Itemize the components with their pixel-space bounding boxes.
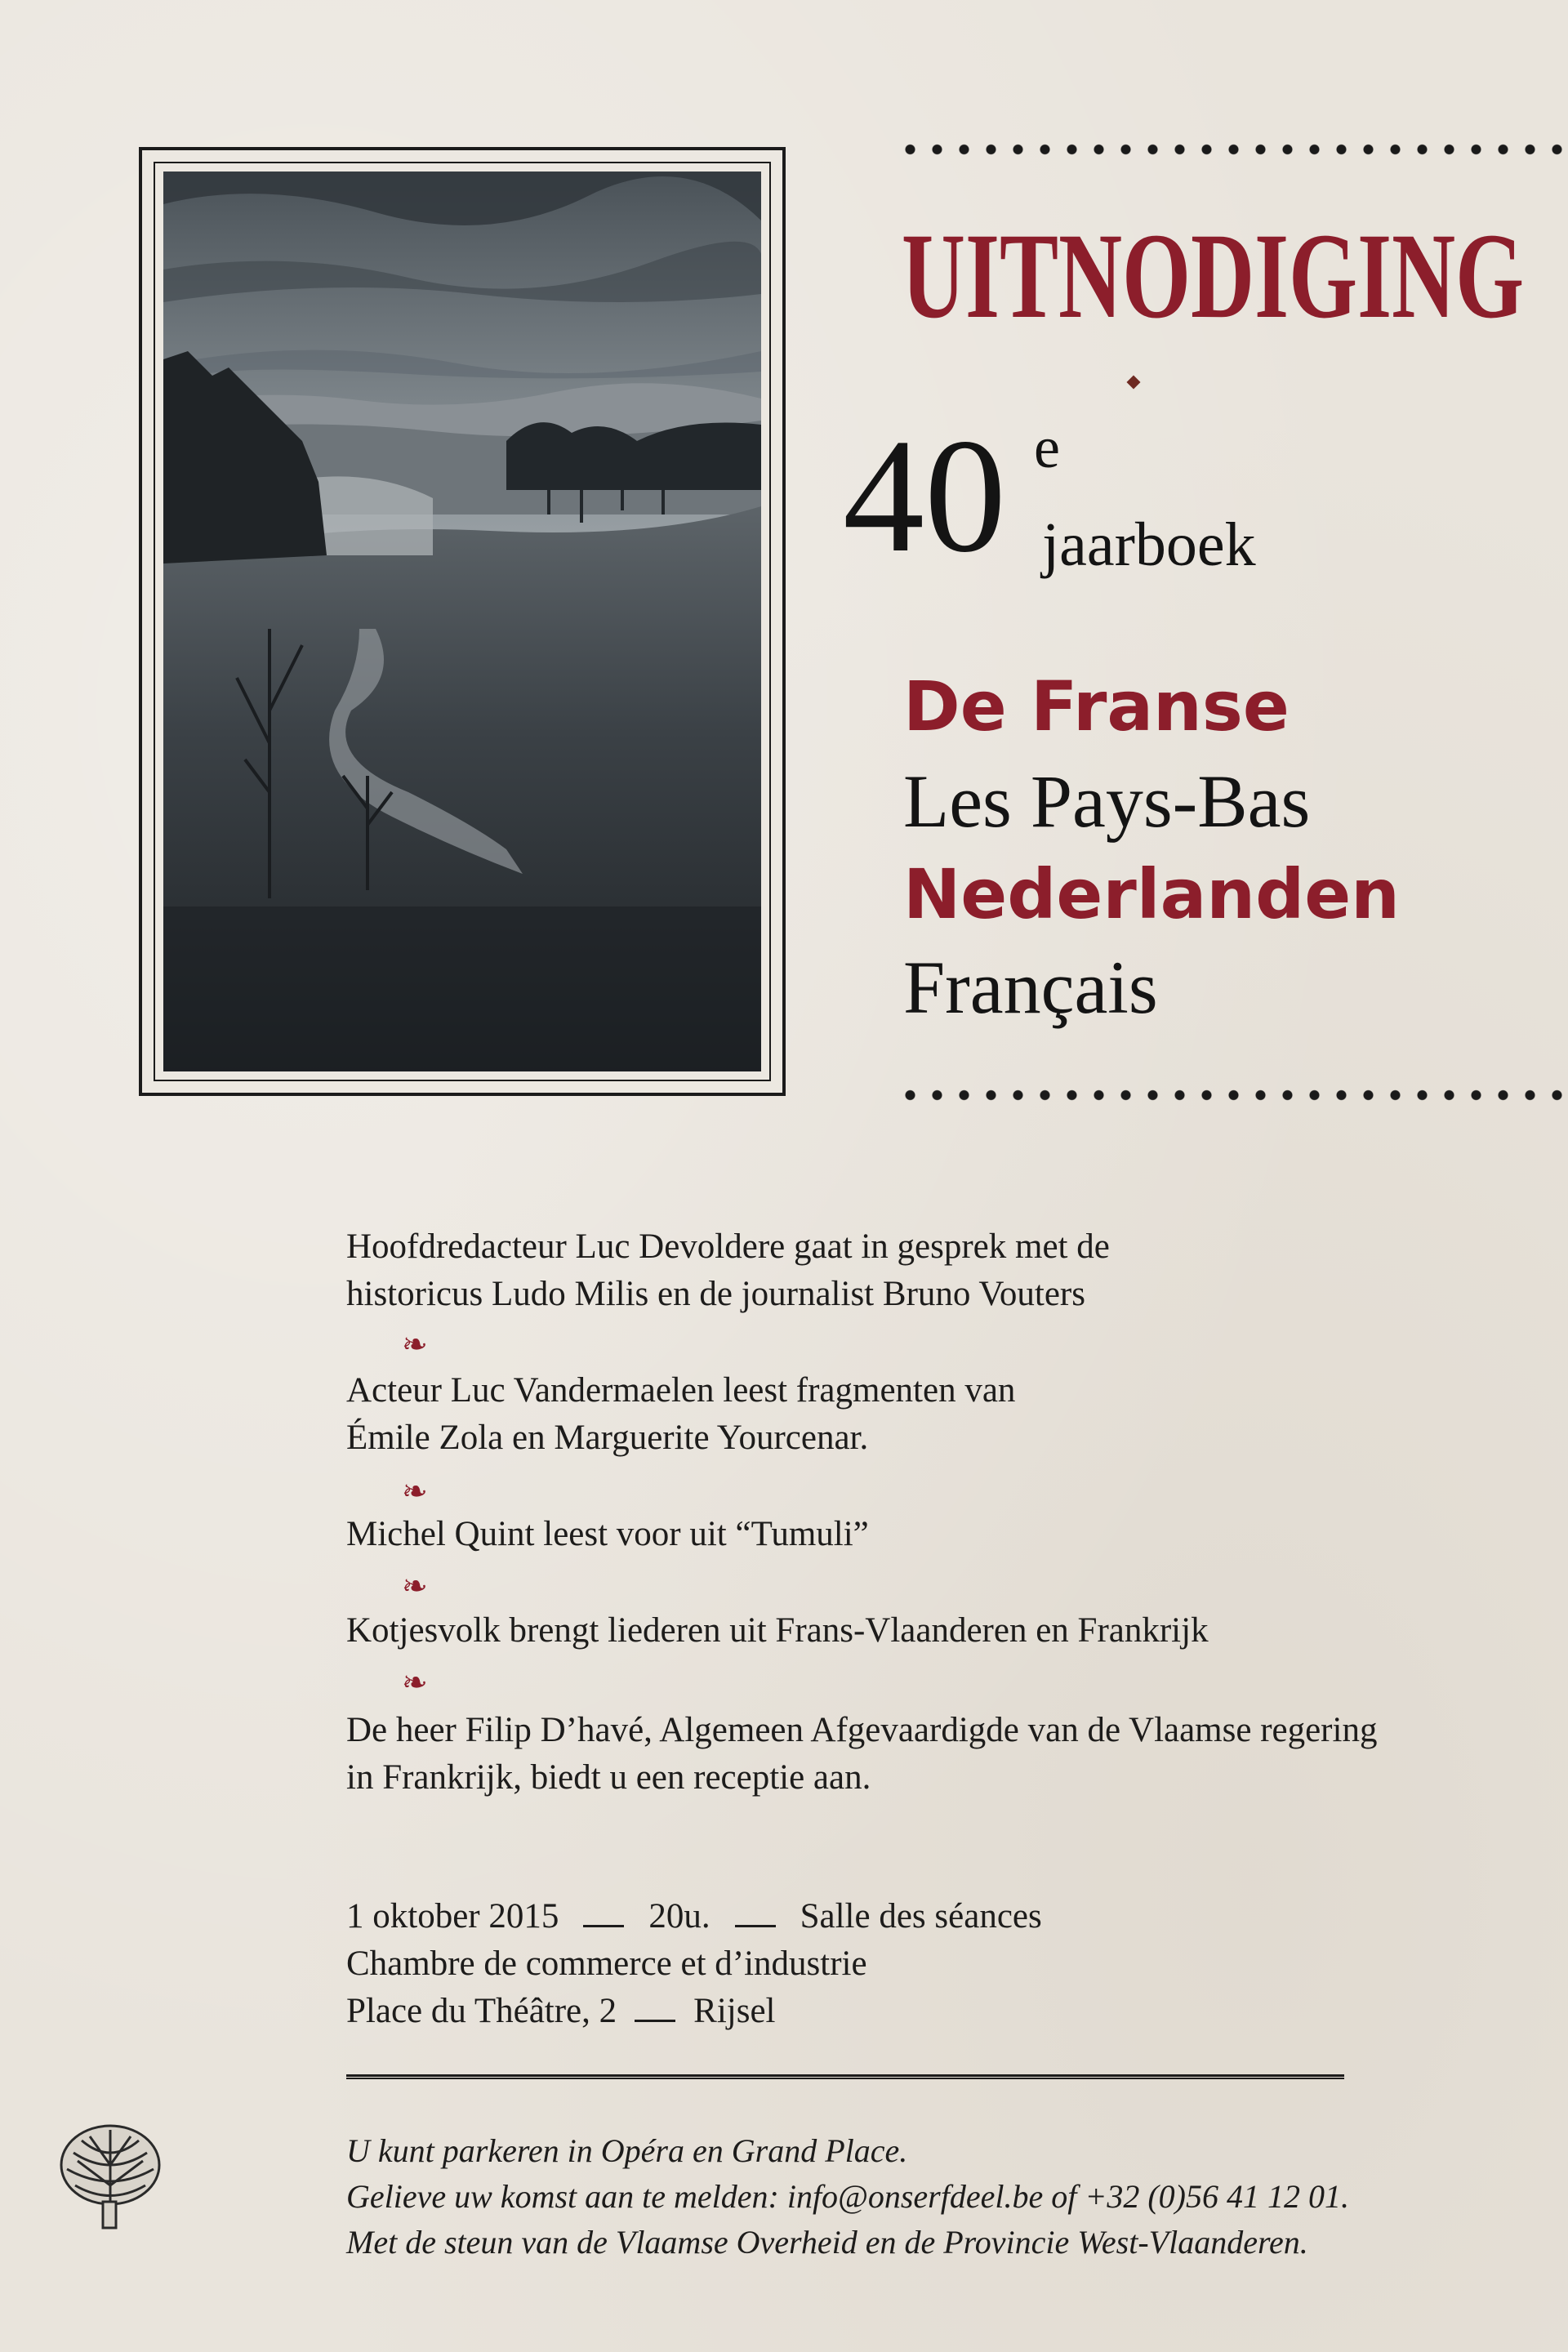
- parking-note: U kunt parkeren in Opéra en Grand Place.: [346, 2132, 908, 2169]
- event-date-time-line: [346, 1893, 1326, 1940]
- book-title-line-2: Les Pays-Bas: [903, 760, 1311, 843]
- dotted-rule-top: [897, 144, 1566, 155]
- program-item: [346, 1511, 1506, 1558]
- event-venue: Chambre de commerce et d’industrie: [346, 1944, 867, 1983]
- edition-number: 40: [843, 406, 1006, 586]
- invitation-title: UITNODIGING: [902, 208, 1525, 344]
- program-item-line: historicus Ludo Milis en de journalist Bruno Vouters: [346, 1275, 1085, 1313]
- program-item: [346, 1367, 1506, 1462]
- fleuron-ornament-icon: ❧: [402, 1326, 428, 1362]
- program-item-line: De heer Filip D’havé, Algemeen Afgevaardigde van de Vlaamse regering: [346, 1711, 1378, 1749]
- tree-logo-icon: [57, 2120, 163, 2231]
- fleuron-ornament-icon: ❧: [402, 1664, 428, 1700]
- event-details: [346, 1893, 1326, 2035]
- event-address-line: [346, 1988, 1326, 2035]
- program-item-line: Émile Zola en Marguerite Yourcenar.: [346, 1419, 869, 1457]
- program-item: [346, 1223, 1506, 1318]
- sponsor-note: Met de steun van de Vlaamse Overheid en de Provincie West-Vlaanderen.: [346, 2224, 1308, 2261]
- dotted-rule-bottom: [897, 1089, 1566, 1101]
- program-item-line: Michel Quint leest voor uit “Tumuli”: [346, 1515, 869, 1553]
- fleuron-ornament-icon: ❧: [402, 1473, 428, 1509]
- event-date: 1 oktober 2015: [346, 1897, 559, 1936]
- registration-note: Gelieve uw komst aan te melden: info@onserfdeel.be of +32 (0)56 41 12 01.: [346, 2178, 1349, 2215]
- landscape-photo: [163, 172, 761, 1071]
- event-address: Place du Théâtre, 2: [346, 1992, 617, 2030]
- fleuron-ornament-icon: ❧: [402, 1568, 428, 1604]
- footer-notes: [346, 2128, 1530, 2265]
- book-title-line-4: Français: [903, 946, 1158, 1029]
- event-city: Rijsel: [693, 1992, 776, 2030]
- program-item: [346, 1707, 1506, 1802]
- program-item-line: Acteur Luc Vandermaelen leest fragmenten van: [346, 1371, 1016, 1410]
- landscape-photo-frame: [139, 147, 786, 1096]
- program-item-line: in Frankrijk, biedt u een receptie aan.: [346, 1758, 871, 1797]
- program-item: [346, 1607, 1506, 1655]
- program-item-line: Hoofdredacteur Luc Devoldere gaat in gesprek met de: [346, 1227, 1110, 1266]
- program-item-line: Kotjesvolk brengt liederen uit Frans-Vlaanderen en Frankrijk: [346, 1611, 1209, 1650]
- dash-separator: [635, 2020, 675, 2022]
- book-title-line-3: Nederlanden: [903, 854, 1400, 934]
- edition-suffix: e: [1034, 415, 1060, 480]
- edition-word: jaarboek: [1042, 510, 1256, 579]
- title-ornament-dot: [1127, 376, 1141, 390]
- event-time: 20u.: [648, 1897, 710, 1936]
- dash-separator: [735, 1925, 776, 1927]
- dash-separator: [583, 1925, 624, 1927]
- event-room: Salle des séances: [800, 1897, 1042, 1936]
- book-title-line-1: De Franse: [903, 666, 1290, 746]
- double-rule: [346, 2074, 1344, 2079]
